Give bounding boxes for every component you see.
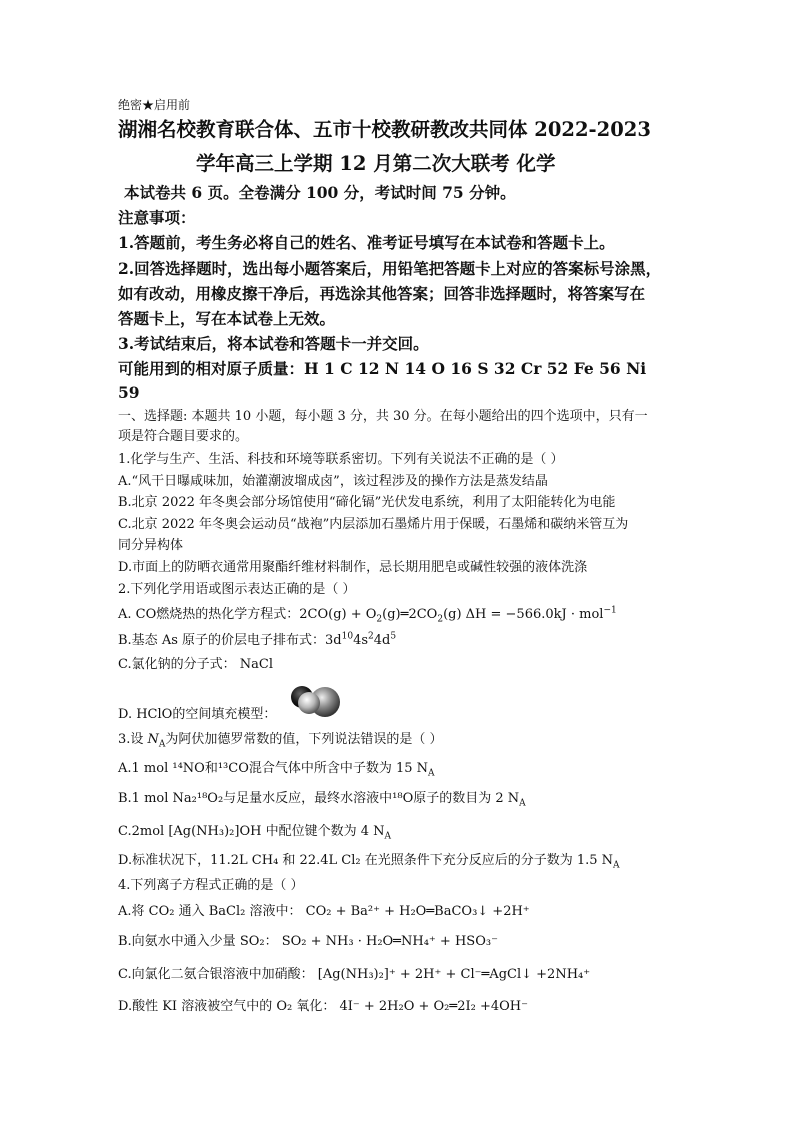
q2-option-d: D. HClO的空间填充模型： bbox=[118, 707, 277, 722]
q2-a-sup: −1 bbox=[603, 605, 617, 616]
q2-option-b bbox=[118, 632, 396, 650]
q1-stem: 1.化学与生产、生活、科技和环境等联系密切。下列有关说法不正确的是（ ） bbox=[118, 452, 564, 467]
q2-a-sub: 2 bbox=[376, 614, 383, 625]
q3-c-sub: A bbox=[384, 831, 392, 842]
section-1-a: 一、选择题: 本题共 10 小题，每小题 3 分，共 30 分。在每小题给出的四个选项中，只有一 bbox=[118, 409, 648, 424]
q2-option-c: C.氯化钠的分子式： NaCl bbox=[118, 657, 273, 672]
q3-b-text: B.1 mol Na₂¹⁸O₂与足量水反应，最终水溶液中¹⁸O原子的数目为 2 N bbox=[118, 791, 520, 806]
q4-option-c: C.向氯化二氨合银溶液中加硝酸： [Ag(NH₃)₂]⁺ + 2H⁺ + Cl⁻═AgCl↓ +2NH₄⁺ bbox=[118, 967, 591, 982]
q4-stem: 4.下列离子方程式正确的是（ ） bbox=[118, 878, 304, 893]
q2-b-4d: 4d bbox=[373, 633, 391, 648]
q3-stem-na: N bbox=[147, 732, 159, 747]
notice-3: 3.考试结束后，将本试卷和答题卡一并交回。 bbox=[118, 334, 429, 353]
q3-d-sub: A bbox=[613, 860, 620, 871]
section-1-b: 项是符合题目要求的。 bbox=[118, 429, 249, 444]
q3-b-sub: A bbox=[519, 798, 526, 809]
q3-a-sub: A bbox=[428, 768, 435, 779]
q4-option-a: A.将 CO₂ 通入 BaCl₂ 溶液中： CO₂ + Ba²⁺ + H₂O═BaCO₃↓ +2H⁺ bbox=[118, 904, 530, 919]
q2-a-eq-1: 2CO(g) + O bbox=[299, 607, 377, 622]
q3-option-d bbox=[118, 852, 620, 870]
q2-b-sup3: 5 bbox=[390, 631, 397, 642]
q3-stem-sub: A bbox=[158, 739, 166, 750]
q3-option-b bbox=[118, 790, 526, 808]
q2-b-4s: 4s bbox=[353, 633, 369, 648]
q1-option-b: B.北京 2022 年冬奥会部分场馆使用“碲化镉”光伏发电系统，利用了太阳能转化为电能 bbox=[118, 495, 616, 510]
q2-a-eq-3: (g) ΔH = −566.0kJ · mol bbox=[443, 607, 604, 622]
secret-label: 绝密★启用前 bbox=[118, 98, 191, 112]
atomic-mass-a: 可能用到的相对原子质量：H 1 C 12 N 14 O 16 S 32 Cr 52 Fe 56 Ni bbox=[118, 359, 647, 378]
q2-a-eq-2: (g)═2CO bbox=[382, 607, 438, 622]
q3-c-text: C.2mol [Ag(NH₃)₂]OH 中配位键个数为 4 N bbox=[118, 824, 385, 839]
q3-stem bbox=[118, 731, 443, 749]
title-line-1: 湖湘名校教育联合体、五市十校教研教改共同体 2022-2023 bbox=[118, 118, 651, 141]
q3-option-c bbox=[118, 823, 391, 841]
q2-a-label: A. CO燃烧热的热化学方程式： bbox=[118, 607, 300, 622]
notice-2c: 答题卡上，写在本试卷上无效。 bbox=[118, 309, 336, 328]
q4-option-d: D.酸性 KI 溶液被空气中的 O₂ 氧化： 4I⁻ + 2H₂O + O₂═2I₂ +4OH⁻ bbox=[118, 999, 528, 1014]
q3-d-text: D.标准状况下，11.2L CH₄ 和 22.4L Cl₂ 在光照条件下充分反应后的分子数为 1.5 N bbox=[118, 853, 614, 868]
q1-option-c1: C.北京 2022 年冬奥会运动员“战袍”内层添加石墨烯片用于保暖，石墨烯和碳纳米管互为 bbox=[118, 517, 629, 532]
q3-a-text: A.1 mol ¹⁴NO和¹³CO混合气体中所含中子数为 15 N bbox=[118, 761, 429, 776]
q1-option-d: D.市面上的防晒衣通常用聚酯纤维材料制作，忌长期用肥皂或碱性较强的液体洗涤 bbox=[118, 560, 588, 575]
q1-option-a: A.“风干日曝咸味加，始灌潮波塯成卤”，该过程涉及的操作方法是蒸发结晶 bbox=[118, 474, 548, 489]
q2-option-a bbox=[118, 606, 617, 624]
q2-a-sub-2: 2 bbox=[437, 614, 444, 625]
q2-b-sup2: 2 bbox=[368, 631, 374, 642]
q4-option-b: B.向氨水中通入少量 SO₂： SO₂ + NH₃ · H₂O═NH₄⁺ + HSO₃⁻ bbox=[118, 934, 498, 949]
q1-option-c2: 同分异构体 bbox=[118, 538, 184, 553]
title-line-2: 学年高三上学期 12 月第二次大联考 化学 bbox=[196, 152, 556, 175]
hclo-space-filling-model-icon bbox=[285, 683, 345, 719]
atomic-mass-b: 59 bbox=[118, 383, 140, 402]
q3-option-a bbox=[118, 760, 435, 778]
q2-b-label: B.基态 As 原子的价层电子排布式： bbox=[118, 633, 326, 648]
q3-stem-pre: 3.设 bbox=[118, 732, 148, 747]
q3-stem-post: 为阿伏加德罗常数的值，下列说法错误的是（ ） bbox=[165, 732, 443, 747]
notice-1: 1.答题前，考生务必将自己的姓名、准考证号填写在本试卷和答题卡上。 bbox=[118, 233, 615, 252]
pages-info: 本试卷共 6 页。全卷满分 100 分，考试时间 75 分钟。 bbox=[124, 183, 516, 202]
notice-2b: 如有改动，用橡皮擦干净后，再选涂其他答案；回答非选择题时，将答案写在 bbox=[118, 284, 646, 303]
q2-b-sup1: 10 bbox=[341, 631, 354, 642]
q2-stem: 2.下列化学用语或图示表达正确的是（ ） bbox=[118, 582, 356, 597]
q2-b-3d: 3d bbox=[325, 633, 342, 648]
notice-2a: 2.回答选择题时，选出每小题答案后，用铅笔把答题卡上对应的答案标号涂黑， bbox=[118, 259, 662, 278]
notice-heading: 注意事项： bbox=[118, 208, 196, 227]
